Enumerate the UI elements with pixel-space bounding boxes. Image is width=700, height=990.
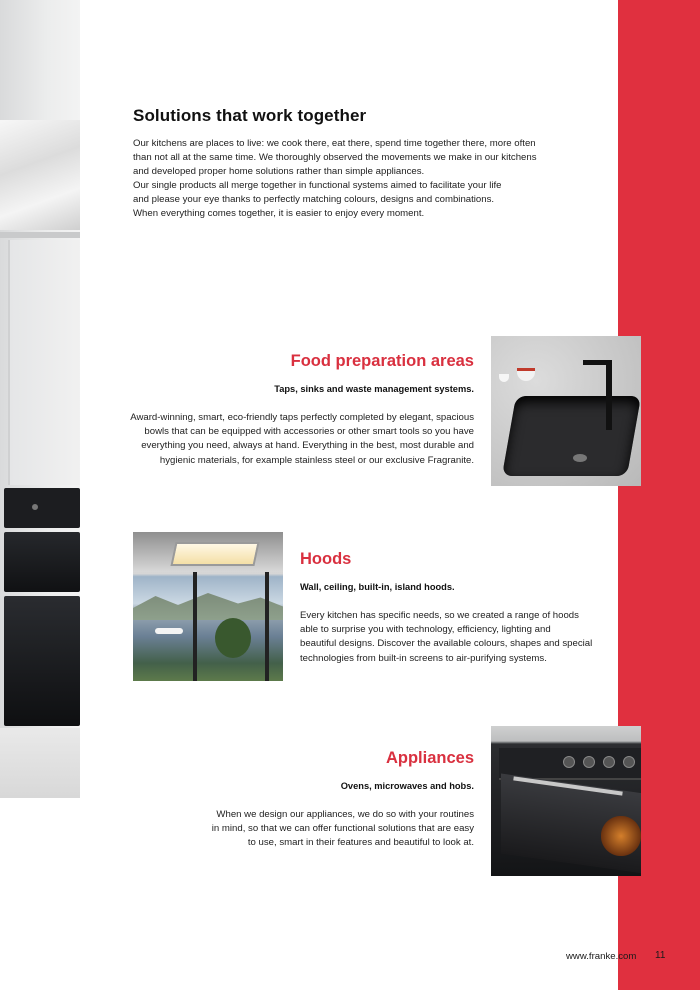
hoods-line: technologies from built-in screens to air-purifying systems. (300, 652, 547, 664)
hoods-line: beautiful designs. Discover the available colours, shapes and special (300, 638, 593, 650)
appliances-line: When we design our appliances, we do so with your routines (216, 809, 474, 820)
kitchen-photo (0, 0, 80, 798)
appliances-line: to use, smart in their features and beautiful to look at. (247, 837, 474, 849)
food-line: bowls that can be equipped with accessories or other smart tools so you have (144, 426, 474, 438)
appliances-section-body (212, 808, 474, 851)
intro-line: When everything comes together, it is easier to enjoy every moment. (133, 208, 425, 220)
appliances-section-subtitle: Ovens, microwaves and hobs. (340, 781, 474, 791)
hood-photo (133, 532, 283, 681)
hoods-section-body (300, 609, 592, 666)
intro-line: than not all at the same time. We thoroughly observed the movements we make in our kitchens (133, 152, 537, 164)
hoods-line: Every kitchen has specific needs, so we created a range of hoods (300, 610, 579, 621)
footer-website-link[interactable]: www.franke.com (566, 951, 637, 962)
oven-photo (491, 726, 641, 876)
hoods-section-title: Hoods (300, 550, 352, 568)
intro-line: Our single products all merge together in functional systems aimed to facilitate your life (133, 180, 502, 192)
page-title: Solutions that work together (133, 106, 367, 125)
intro-line: and please your eye thanks to perfectly matching colours, designs and combinations. (133, 194, 495, 206)
appliances-line: in mind, so that we can offer functional solutions that are easy (211, 823, 474, 835)
hoods-line: able to surprise you with technology, efficiency, lighting and (300, 624, 551, 636)
intro-line: and developed proper home solutions rather than simple appliances. (133, 166, 425, 178)
food-line: hygienic materials, for example stainless steel or our exclusive Fragranite. (159, 454, 474, 466)
food-section-title: Food preparation areas (290, 352, 474, 370)
intro-paragraph (133, 137, 573, 222)
intro-line: Our kitchens are places to live: we cook there, eat there, spend time together there, more often (133, 138, 536, 149)
food-line: everything you need, always at hand. Everything in the best, most durable and (141, 440, 474, 452)
food-line: Award-winning, smart, eco-friendly taps perfectly completed by elegant, spacious (130, 412, 474, 423)
page-number: 11 (655, 950, 666, 961)
appliances-section-title: Appliances (385, 749, 474, 767)
sink-photo (491, 336, 641, 486)
food-section-body (130, 411, 474, 468)
food-section-subtitle: Taps, sinks and waste management systems. (274, 384, 474, 394)
hoods-section-subtitle: Wall, ceiling, built-in, island hoods. (300, 582, 455, 592)
